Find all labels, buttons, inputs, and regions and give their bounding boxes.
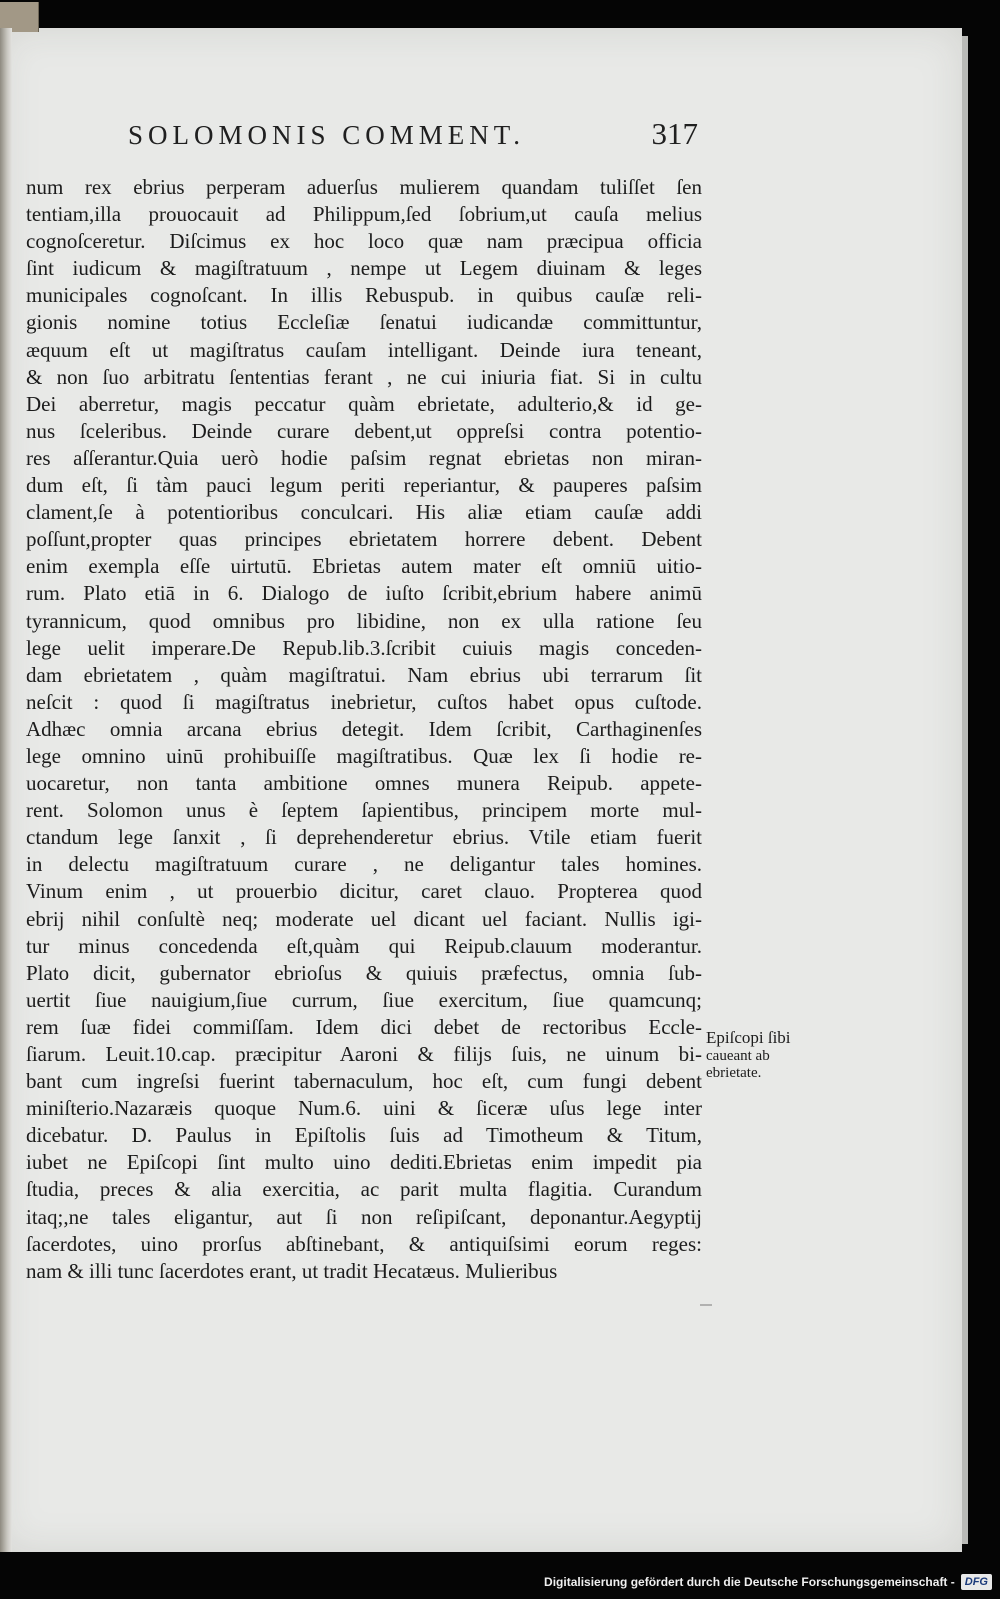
text-line: dicebatur. D. Paulus in Epiſtolis ſuis ad Timotheum & Titum, <box>26 1123 702 1148</box>
text-line: ſtudia, preces & alia exercitia, ac parit multa flagitia. Curandum <box>26 1177 702 1202</box>
text-line: Plato dicit, gubernator ebrioſus & quiuis præfectus, omnia ſub- <box>26 960 702 985</box>
text-line: æquum eſt ut magiſtratus cauſam intelligant. Deinde iura teneant, <box>26 337 702 362</box>
text-line: rem ſuæ fidei commiſſam. Idem dici debet de rectoribus Eccle- <box>26 1014 702 1039</box>
text-line: & non ſuo arbitratu ſententias ferant , ne cui iniuria fiat. Si in cultu <box>26 364 702 389</box>
text-line: ſiarum. Leuit.10.cap. præcipitur Aaroni & filijs ſuis, ne uinum bi- <box>26 1042 702 1066</box>
text-line: bant cum ingreſsi fuerint tabernaculum, hoc eſt, cum fungi debent <box>26 1069 702 1094</box>
text-line: lege uelit imperare.De Repub.lib.3.ſcribit cuiuis magis conceden- <box>26 635 702 660</box>
text-line: nam & illi tunc ſacerdotes erant, ut tradit Hecatæus. Mulieribus <box>26 1258 558 1283</box>
text-line: ctandum lege ſanxit , ſi deprehenderetur ebrius. Vtile etiam fuerit <box>26 825 702 850</box>
text-line: dum eſt, ſi tàm pauci legum periti reperiantur, & pauperes paſsim <box>26 473 702 498</box>
page-fore-edge <box>962 36 968 1544</box>
text-line: municipales cognoſcant. In illis Rebuspub. in quibus cauſæ reli- <box>26 283 702 308</box>
body-text <box>26 174 702 1285</box>
book-page <box>0 28 962 1552</box>
page-gutter-edge <box>0 28 12 1552</box>
page-number: 317 <box>651 116 698 151</box>
dfg-logo: DFG <box>961 1574 992 1590</box>
text-line: cognoſceretur. Diſcimus ex hoc loco quæ nam præcipua officia <box>26 229 702 254</box>
text-line: dam ebrietatem , quàm magiſtratui. Nam ebrius ubi terrarum ſit <box>26 662 702 687</box>
text-line: iubet ne Epiſcopi ſint multo uino dediti.Ebrietas enim impedit pia <box>26 1150 702 1175</box>
text-line: neſcit : quod ſi magiſtratus inebrietur, cuſtos habet opus cuſtode. <box>26 689 702 714</box>
text-line: ſacerdotes, uino prorſus abſtinebant, & antiquiſsimi eorum reges: <box>26 1231 702 1256</box>
text-line: poſſunt,propter quas principes ebrietatem horrere debent. Debent <box>26 527 702 552</box>
text-line: itaq;,ne tales eligantur, aut ſi non reſipiſcant, deponantur.Aegyptij <box>26 1204 702 1229</box>
text-line: gionis nomine totius Eccleſiæ ſenatui iudicandæ committuntur, <box>26 310 702 335</box>
text-line: lege omnino uinū prohibuiſſe magiſtratibus. Quæ lex ſi hodie re- <box>26 743 702 768</box>
text-line: ſint iudicum & magiſtratuum , nempe ut Legem diuinam & leges <box>26 256 702 281</box>
running-head <box>128 116 698 160</box>
text-line: rum. Plato etiā in 6. Dialogo de iuſto ſcribit,ebrium habere animū <box>26 581 702 606</box>
text-line: uertit ſiue nauigium,ſiue currum, ſiue exercitum, ſiue quamcunq; <box>26 987 702 1012</box>
running-head-title: SOLOMONIS COMMENT. <box>128 120 526 150</box>
margin-note-line: ebrietate. <box>706 1065 762 1081</box>
text-line: Adhæc omnia arcana ebrius detegit. Idem ſcribit, Carthaginenſes <box>26 716 702 741</box>
funding-credit: Digitalisierung gefördert durch die Deutsche Forschungsgemeinschaft - <box>544 1575 955 1589</box>
text-line: tentiam,illa prouocauit ad Philippum,ſed ſobrium,ut cauſa melius <box>26 202 702 227</box>
text-line: nus ſceleribus. Deinde curare debent,ut oppreſsi contra potentio- <box>26 418 702 443</box>
text-line: uocaretur, non tanta ambitione omnes munera Reipub. appete- <box>26 771 702 796</box>
text-line: in delectu magiſtratuum curare , ne deligantur tales homines. <box>26 852 702 877</box>
text-line: Dei aberretur, magis peccatur quàm ebrietate, adulterio,& id ge- <box>26 391 702 416</box>
text-line: Vinum enim , ut prouerbio dicitur, caret clauo. Propterea quod <box>26 879 702 904</box>
text-line: num rex ebrius perperam aduerſus mulierem quandam tuliſſet ſen <box>26 175 702 199</box>
margin-note-line: caueant ab <box>706 1048 770 1064</box>
text-line: enim exempla eſſe uirtutū. Ebrietas autem mater eſt omniū uitio- <box>26 554 702 579</box>
text-line: ebrij nihil conſultè neq; moderate uel dicant uel faciant. Nullis igi- <box>26 906 702 931</box>
text-line: tur minus concedenda eſt,quàm qui Reipub.clauum moderantur. <box>26 933 702 958</box>
text-line: miniſterio.Nazaræis quoque Num.6. uini & ſiceræ uſus lege inter <box>26 1096 702 1121</box>
text-line: res aſſerantur.Quia uerò hodie paſsim regnat ebrietas non miran- <box>26 445 702 470</box>
margin-note <box>706 1028 836 1082</box>
margin-note-line: Epiſcopi ſibi <box>706 1028 791 1047</box>
text-line: rent. Solomon unus è ſeptem ſapientibus, principem morte mul- <box>26 798 702 823</box>
text-line: tyrannicum, quod omnibus pro libidine, non ex ulla ratione ſeu <box>26 608 702 633</box>
footer-credit-bar <box>544 1571 992 1593</box>
text-line: clament,ſe à potentioribus conculcari. His aliæ etiam cauſæ addi <box>26 500 702 525</box>
paper-mark <box>700 1304 712 1306</box>
